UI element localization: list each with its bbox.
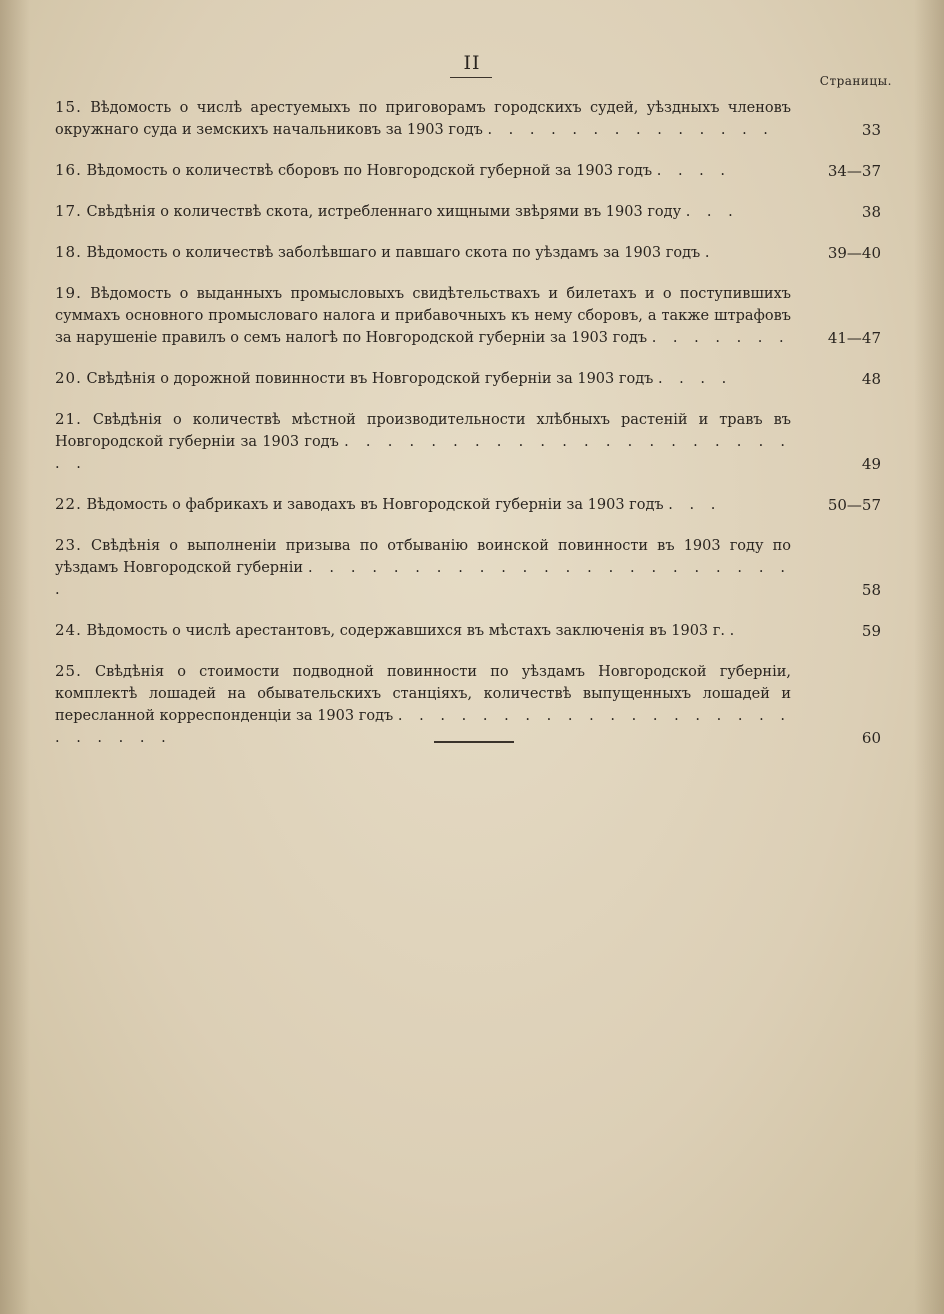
entry-number: 23. <box>55 536 82 554</box>
entry-title: Свѣдѣнія о количествѣ скота, истребленнаго хищными звѣрями въ 1903 году <box>86 204 682 220</box>
dot-leader: . . . . <box>656 163 732 179</box>
dot-leader: . . . . . . . . . . . . . . . . . . . . . . . . <box>55 560 791 598</box>
pages-column-header: Страницы. <box>819 74 892 88</box>
entry-page: 58 <box>861 581 881 599</box>
entry-page: 41—47 <box>827 329 881 347</box>
dot-leader: . . . <box>668 497 722 513</box>
entry-page: 33 <box>861 121 881 139</box>
entry-title: Свѣдѣнія о количествѣ мѣстной производительности хлѣбныхъ растеній и травъ въ Новгородской губерніи за 1903 годъ <box>55 412 791 450</box>
entry-title: Вѣдомость о количествѣ сборовъ по Новгородской губерной за 1903 годъ <box>86 163 653 179</box>
page-edge-shadow-left <box>0 0 30 1314</box>
entry-page: 50—57 <box>827 496 881 514</box>
page-edge-shadow-right <box>914 0 944 1314</box>
entry-page: 34—37 <box>827 162 881 180</box>
dot-leader: . . . <box>685 204 739 220</box>
entry-number: 25. <box>55 662 82 680</box>
entry-number: 17. <box>55 202 82 220</box>
entry-page: 39—40 <box>827 244 881 262</box>
entry-page: 59 <box>861 622 881 640</box>
entry-title: Свѣдѣнія о дорожной повинности въ Новгородской губерніи за 1903 годъ <box>86 371 654 387</box>
dot-leader: . <box>729 623 741 639</box>
entry-page: 48 <box>861 370 881 388</box>
entry-title: Свѣдѣнія о стоимости подводной повинности по уѣздамъ Новгородской губерніи, комплектѣ лошадей на обывательскихъ станціяхъ, количествѣ выпущенныхъ лошадей и пересланной корреспонденціи за 1903 годъ <box>55 664 792 724</box>
contents-entry-15 <box>55 96 881 141</box>
contents-entry-23 <box>55 534 881 601</box>
entry-number: 19. <box>55 284 82 302</box>
closing-rule <box>434 741 514 743</box>
entry-title: Вѣдомость о числѣ арестуемыхъ по приговорамъ городскихъ судей, уѣздныхъ членовъ окружнаго суда и земскихъ начальниковъ за 1903 годъ <box>55 100 791 138</box>
dot-leader: . . . . . . . . . . . . . . <box>487 122 774 138</box>
dot-leader: . . . . . . . <box>651 330 790 346</box>
entry-page: 60 <box>861 729 881 747</box>
entry-number: 16. <box>55 161 82 179</box>
entry-page: 49 <box>861 455 881 473</box>
entry-title: Вѣдомость о числѣ арестантовъ, содержавшихся въ мѣстахъ заключенія въ 1903 г. <box>86 623 725 639</box>
page-number: II <box>463 52 481 74</box>
dot-leader: . <box>704 245 716 261</box>
contents-entry-20 <box>55 367 881 390</box>
entry-number: 18. <box>55 243 82 261</box>
entry-title: Свѣдѣнія о выполненіи призыва по отбыванію воинской повинности въ 1903 году по уѣздамъ Новгородской губерніи <box>55 538 792 576</box>
dot-leader: . . . . . . . . . . . . . . . . . . . . . . . <box>55 434 791 472</box>
entry-number: 15. <box>55 98 82 116</box>
contents-entry-24 <box>55 619 881 642</box>
entry-number: 20. <box>55 369 82 387</box>
contents-list <box>55 96 881 767</box>
entry-page: 38 <box>861 203 881 221</box>
contents-entry-19 <box>55 282 881 349</box>
contents-entry-18 <box>55 241 881 264</box>
entry-title: Вѣдомость о фабрикахъ и заводахъ въ Новгородской губерніи за 1903 годъ <box>86 497 664 513</box>
entry-number: 22. <box>55 495 82 513</box>
entry-title: Вѣдомость о количествѣ заболѣвшаго и павшаго скота по уѣздамъ за 1903 годъ <box>86 245 701 261</box>
page-number-underline <box>450 77 492 78</box>
entry-number: 24. <box>55 621 82 639</box>
entry-title: Вѣдомость о выданныхъ промысловыхъ свидѣтельствахъ и билетахъ и о поступившихъ суммахъ основного промысловаго налога и прибавочныхъ къ нему сборовъ, а также штрафовъ за нарушеніе правилъ о семъ налогѣ по Новгородской губерніи за 1903 годъ <box>55 286 792 346</box>
contents-entry-16 <box>55 159 881 182</box>
contents-entry-17 <box>55 200 881 223</box>
dot-leader: . . . . <box>657 371 733 387</box>
entry-number: 21. <box>55 410 82 428</box>
contents-entry-21 <box>55 408 881 475</box>
dot-leader: . . . . . . . . . . . . . . . . . . . . . . . . . <box>55 708 792 746</box>
contents-entry-25 <box>55 660 881 749</box>
contents-entry-22 <box>55 493 881 516</box>
